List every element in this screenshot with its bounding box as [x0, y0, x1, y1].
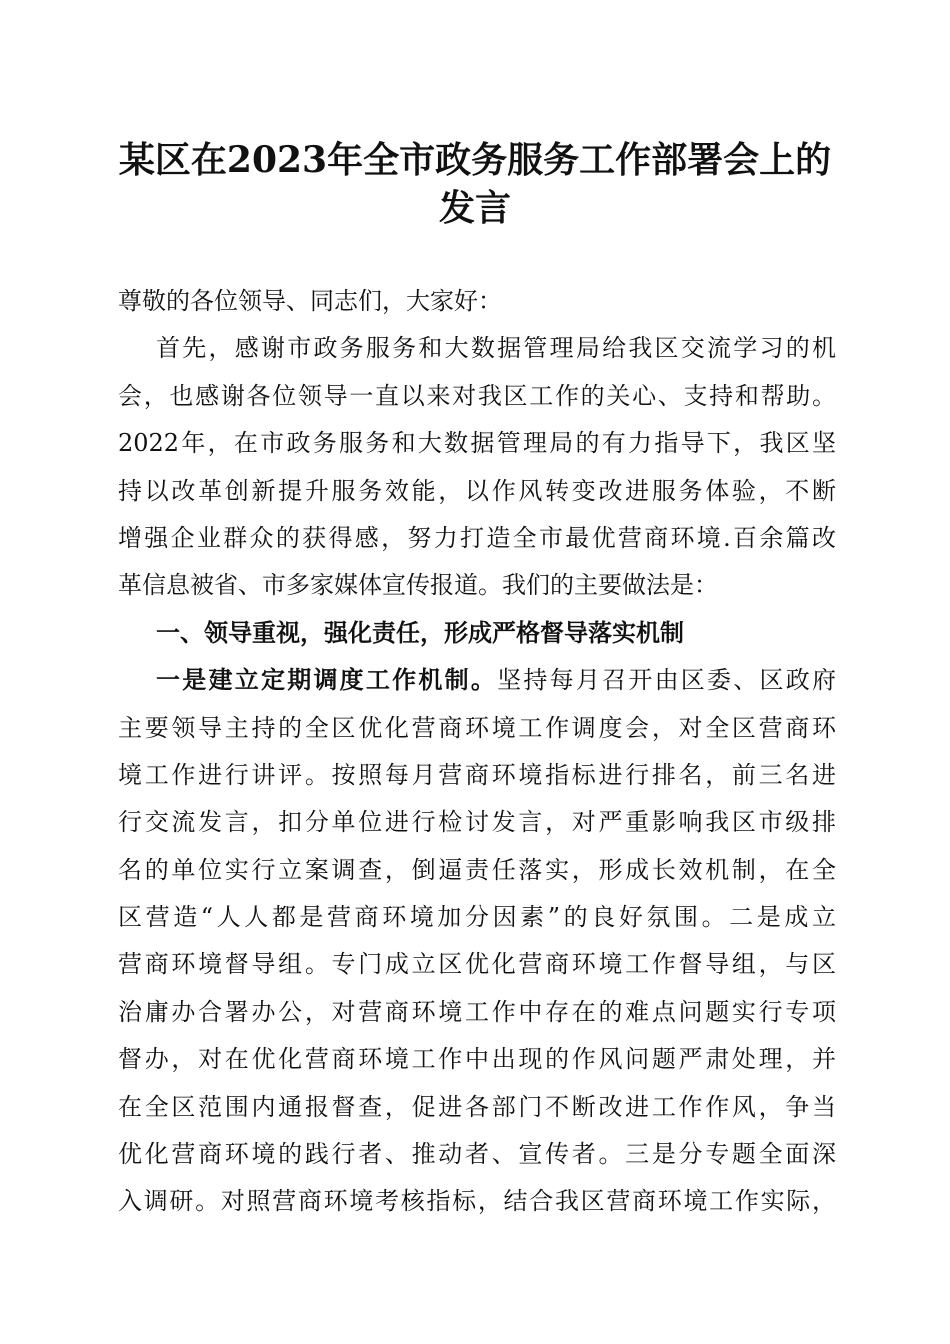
paragraph-line: 区营造“人人都是营商环境加分因素”的良好氛围。二是成立 — [118, 903, 836, 932]
paragraph-line: 增强企业群众的获得感，努力打造全市最优营商环境.百余篇改 — [118, 523, 836, 552]
paragraph-line: 督办，对在优化营商环境工作中出现的作风问题严肃处理，并 — [118, 1045, 836, 1074]
paragraph-line: 行交流发言，扣分单位进行检讨发言，对严重影响我区市级排 — [118, 808, 836, 837]
paragraph-line: 入调研。对照营商环境考核指标，结合我区营商环境工作实际， — [118, 1187, 836, 1216]
paragraph-line: 主要领导主持的全区优化营商环境工作调度会，对全区营商环 — [118, 713, 836, 742]
paragraph-line: 会，也感谢各位领导一直以来对我区工作的关心、支持和帮助。 — [118, 381, 836, 410]
section-heading: 一、领导重视，强化责任，形成严格督导落实机制 — [156, 618, 684, 647]
document-title-line-2: 发言 — [438, 187, 511, 229]
paragraph-line — [118, 657, 836, 704]
paragraph-line: 名的单位实行立案调查，倒逼责任落实，形成长效机制，在全 — [118, 855, 836, 884]
paragraph-line: 革信息被省、市多家媒体宣传报道。我们的主要做法是： — [118, 571, 718, 600]
paragraph-line: 优化营商环境的践行者、推动者、宣传者。三是分专题全面深 — [118, 1140, 836, 1169]
paragraph-line: 境工作进行讲评。按照每月营商环境指标进行排名，前三名进 — [118, 760, 836, 789]
lead-phrase: 一是建立定期调度工作机制。 — [156, 666, 498, 695]
paragraph-line: 首先，感谢市政务服务和大数据管理局给我区交流学习的机 — [156, 334, 836, 363]
document-body — [118, 278, 836, 1226]
paragraph-line: 持以改革创新提升服务效能，以作风转变改进服务体验，不断 — [118, 476, 836, 505]
paragraph-line: 在全区范围内通报督查，促进各部门不断改进工作作风，争当 — [118, 1092, 836, 1121]
salutation: 尊敬的各位领导、同志们，大家好： — [118, 287, 502, 315]
paragraph-line: 营商环境督导组。专门成立区优化营商环境工作督导组，与区 — [118, 950, 836, 979]
paragraph-line: 2022年，在市政务服务和大数据管理局的有力指导下，我区坚 — [118, 429, 836, 458]
document-title-line-1: 某区在2023年全市政务服务工作部署会上的 — [118, 139, 832, 181]
paragraph-line: 治庸办合署办公，对营商环境工作中存在的难点问题实行专项 — [118, 997, 836, 1026]
paragraph-line-text: 坚持每月召开由区委、区政府 — [497, 666, 836, 695]
